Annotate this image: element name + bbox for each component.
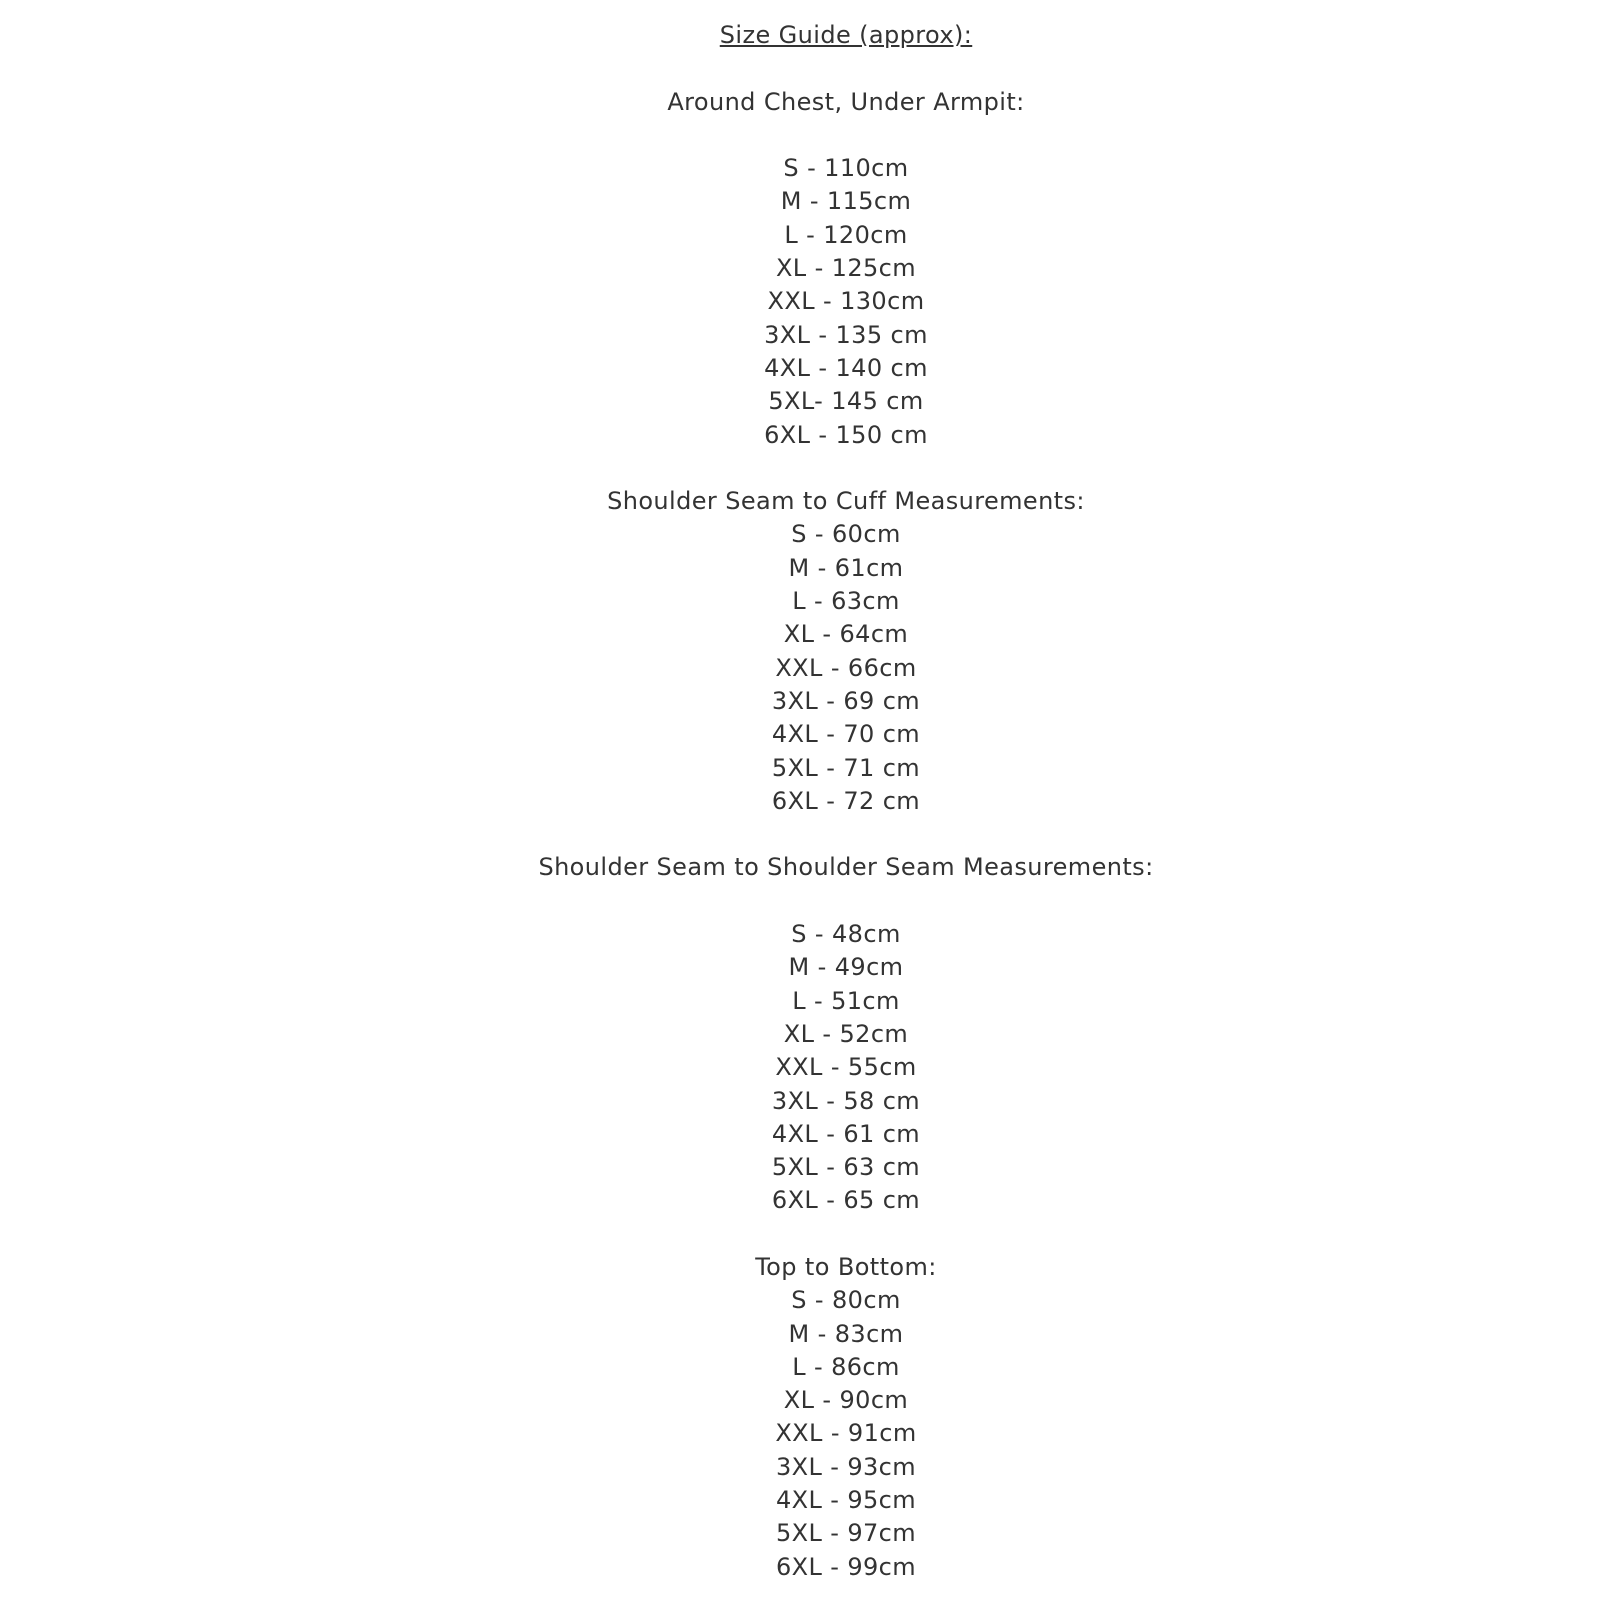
page-title: Size Guide (approx): [719, 21, 973, 49]
blank-line [92, 119, 1600, 152]
blank-line [92, 1218, 1600, 1251]
size-row: 3XL - 69 cm [771, 686, 921, 715]
size-row: 4XL - 70 cm [771, 720, 921, 749]
size-row: 3XL - 58 cm [771, 1086, 921, 1115]
size-row: L - 51cm [792, 986, 900, 1015]
size-row: M - 115cm [780, 187, 912, 216]
section-around-chest [92, 86, 1600, 452]
size-row: M - 49cm [788, 953, 904, 982]
section-heading-shoulder-to-shoulder: Shoulder Seam to Shoulder Seam Measurements: [538, 853, 1154, 882]
section-heading-top-to-bottom: Top to Bottom: [755, 1252, 937, 1281]
size-row: 5XL- 145 cm [768, 387, 924, 416]
blank-line [92, 452, 1600, 485]
size-row: S - 110cm [783, 154, 909, 183]
section-shoulder-to-cuff [92, 485, 1600, 818]
size-row: XXL - 66cm [775, 653, 917, 682]
size-row: 6XL - 65 cm [771, 1186, 921, 1215]
size-row: XL - 52cm [783, 1019, 909, 1048]
size-row: L - 86cm [792, 1352, 900, 1381]
blank-line [92, 818, 1600, 851]
section-top-to-bottom [92, 1251, 1600, 1584]
size-row: 3XL - 93cm [775, 1452, 917, 1481]
size-row: 6XL - 99cm [775, 1552, 917, 1581]
size-row: XL - 64cm [783, 620, 909, 649]
size-row: XL - 90cm [783, 1386, 909, 1415]
section-heading-shoulder-to-cuff: Shoulder Seam to Cuff Measurements: [607, 487, 1085, 516]
size-row: L - 63cm [792, 587, 900, 616]
size-row: 4XL - 61 cm [771, 1119, 921, 1148]
section-heading-around-chest: Around Chest, Under Armpit: [667, 87, 1025, 116]
size-row: 6XL - 150 cm [764, 420, 928, 449]
size-row: M - 61cm [788, 553, 904, 582]
size-row: L - 120cm [784, 220, 908, 249]
size-row: S - 60cm [791, 520, 901, 549]
size-row: XL - 125cm [775, 254, 917, 283]
section-shoulder-to-shoulder [92, 851, 1600, 1217]
size-row: S - 48cm [791, 920, 901, 949]
size-row: 4XL - 140 cm [764, 353, 928, 382]
blank-line [92, 885, 1600, 918]
blank-line [92, 52, 1600, 85]
size-row: 5XL - 97cm [775, 1519, 917, 1548]
size-row: S - 80cm [791, 1286, 901, 1315]
size-row: XXL - 55cm [775, 1053, 917, 1082]
size-row: 5XL - 63 cm [771, 1153, 921, 1182]
size-row: 6XL - 72 cm [771, 786, 921, 815]
size-row: XXL - 91cm [775, 1419, 917, 1448]
size-row: 3XL - 135 cm [764, 320, 928, 349]
size-row: 4XL - 95cm [775, 1486, 917, 1515]
size-row: M - 83cm [788, 1319, 904, 1348]
size-row: 5XL - 71 cm [771, 753, 921, 782]
size-row: XXL - 130cm [767, 287, 925, 316]
